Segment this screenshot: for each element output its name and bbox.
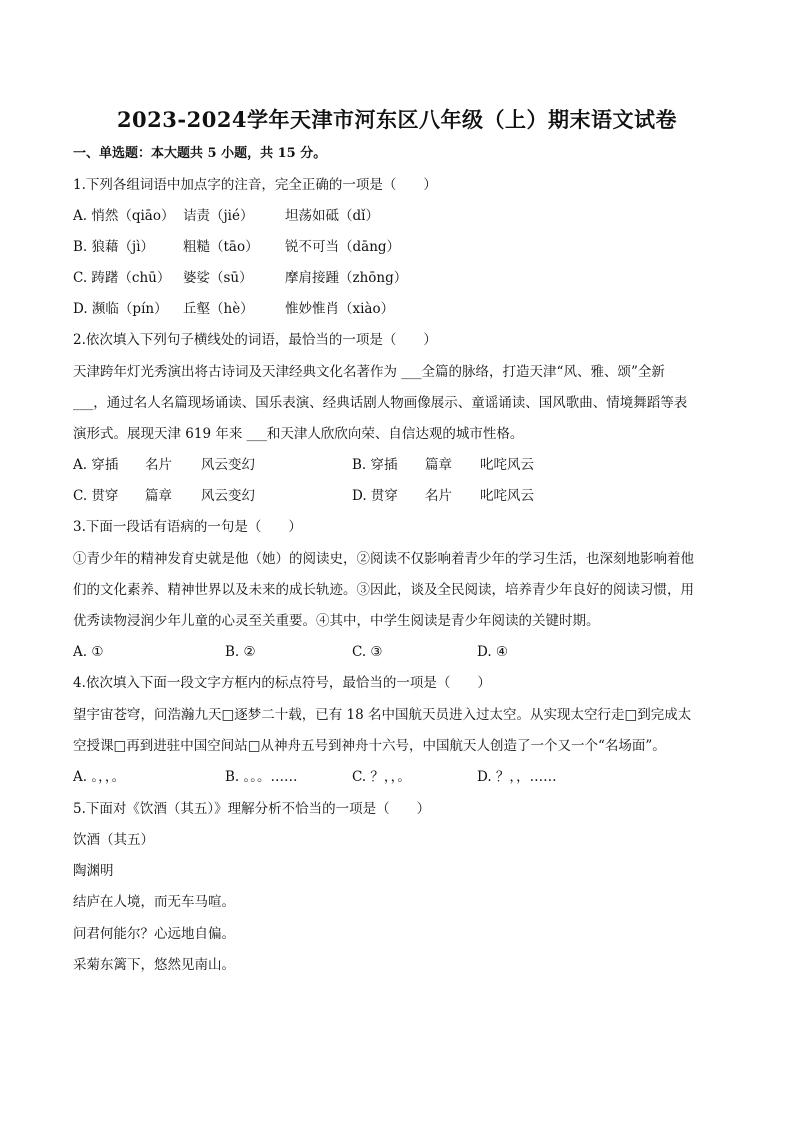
question-2-passage-line-3: 演形式。展现天津 619 年来 ___和天津人欣欣向荣、自信达观的城市性格。 (73, 426, 524, 442)
page-title: 2023-2024学年天津市河东区八年级（上）期末语文试卷 (116, 107, 678, 132)
option-c-word-1: C. 贯穿 (73, 488, 119, 504)
option-c-word-2: 婆娑（sū） (183, 270, 253, 286)
question-3-passage-line-3: 优秀读物浸润少年儿童的心灵至关重要。④其中，中学生阅读是青少年阅读的关键时期。 (73, 613, 600, 629)
option-a-word-1: A. 悄然（qiāo） (73, 208, 175, 224)
poem-line-3: 采菊东篱下，悠然见南山。 (73, 957, 235, 973)
option-c: C. ③ (352, 644, 383, 660)
poem-title: 饮酒（其五） (73, 832, 154, 848)
option-b-word-1: B. 穿插 (352, 457, 398, 473)
option-c-word-1: C. 踌躇（chū） (73, 270, 171, 286)
question-2-passage-line-1: 天津跨年灯光秀演出将古诗词及天津经典文化名著作为 ___全篇的脉络，打造天津“风、雅、颂”全新 (73, 364, 665, 380)
option-c-word-2: 篇章 (145, 488, 172, 504)
question-1-stem: 1.下列各组词语中加点字的注音，完全正确的一项是（ ） (73, 177, 437, 193)
option-c-word-3: 摩肩接踵（zhōng） (285, 270, 408, 286)
question-4-passage-line-1: 望宇宙苍穹，问浩瀚九天□逐梦二十载，已有 18 名中国航天员进入过太空。从实现太空行走□到完成太 (73, 707, 692, 723)
question-5-stem: 5.下面对《饮酒（其五）》理解分析不恰当的一项是（ ） (73, 801, 431, 817)
option-d-word-2: 名片 (425, 488, 452, 504)
option-a-word-3: 坦荡如砥（dǐ） (285, 208, 379, 224)
option-a-word-1: A. 穿插 (73, 457, 119, 473)
question-4-passage-line-2: 空授课□再到进驻中国空间站□从神舟五号到神舟十六号，中国航天人创造了一个又一个“名场面”。 (73, 738, 666, 754)
section-heading: 一、单选题：本大题共 5 小题，共 15 分。 (73, 146, 327, 161)
option-b-word-3: 叱咤风云 (480, 457, 534, 473)
option-c-word-3: 风云变幻 (201, 488, 255, 504)
option-d-word-2: 丘壑（hè） (183, 301, 254, 317)
option-d-word-3: 惟妙惟肖（xiào） (285, 301, 395, 317)
question-3-stem: 3.下面一段话有语病的一句是（ ） (73, 519, 302, 535)
question-3-passage-line-2: 们的文化素养、精神世界以及未来的成长轨迹。③因此，谈及全民阅读，培养青少年良好的阅读习惯，用 (73, 582, 694, 598)
option-c: C. ？，，。 (352, 769, 411, 785)
question-4-stem: 4.依次填入下面一段文字方框内的标点符号，最恰当的一项是（ ） (73, 675, 491, 691)
question-2-passage-line-2: ___，通过名人名篇现场诵读、国乐表演、经典话剧人物画像展示、童谣诵读、国风歌曲、情境舞蹈等表 (73, 395, 688, 411)
option-b-word-2: 篇章 (425, 457, 452, 473)
option-b-word-1: B. 狼藉（jì） (73, 239, 155, 255)
option-a-word-3: 风云变幻 (201, 457, 255, 473)
option-d-word-3: 叱咤风云 (480, 488, 534, 504)
question-2-stem: 2.依次填入下列句子横线处的词语，最恰当的一项是（ ） (73, 332, 437, 348)
option-a-word-2: 名片 (145, 457, 172, 473)
option-b-word-3: 锐不可当（dāng） (285, 239, 401, 255)
poem-line-1: 结庐在人境，而无车马喧。 (73, 894, 235, 910)
option-d-word-1: D. 濒临（pín） (73, 301, 168, 317)
option-a-word-2: 诘责（jié） (183, 208, 254, 224)
question-3-passage-line-1: ①青少年的精神发育史就是他（她）的阅读史，②阅读不仅影响着青少年的学习生活，也深刻地影响着他 (73, 551, 694, 567)
option-b: B. 。。。…… (225, 769, 298, 785)
poem-line-2: 问君何能尔？心远地自偏。 (73, 926, 235, 942)
option-a: A. ① (73, 644, 104, 660)
option-b: B. ② (225, 644, 256, 660)
poem-author: 陶渊明 (73, 863, 114, 879)
option-d: D. ？，，…… (477, 769, 557, 785)
option-d: D. ④ (477, 644, 509, 660)
option-a: A. 。，，。 (73, 769, 126, 785)
option-d-word-1: D. 贯穿 (352, 488, 398, 504)
option-b-word-2: 粗糙（tāo） (183, 239, 259, 255)
